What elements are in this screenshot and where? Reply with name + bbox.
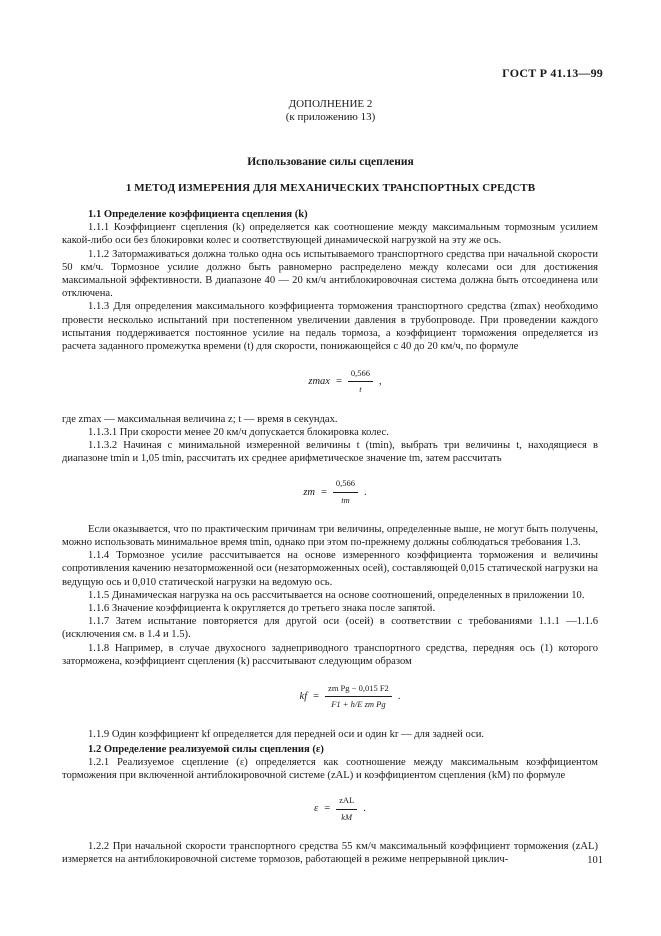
formula-fraction [325,682,392,711]
paragraph-1-1-6: 1.1.6 Значение коэффициента k округляется до третьего знака после запятой. [88,603,436,615]
formula-lhs: ε [314,803,319,815]
chapter-title: 1 МЕТОД ИЗМЕРЕНИЯ ДЛЯ МЕХАНИЧЕСКИХ ТРАНСПОРТНЫХ СРЕДСТВ [125,182,536,194]
subsection-heading-1-1: 1.1 Определение коэффициента сцепления (k) [88,209,308,220]
page-number: 101 [587,855,603,866]
fraction-denominator: t [359,384,362,395]
formula-equals: = [324,803,331,815]
standard-header: ГОСТ Р 41.13—99 [502,66,603,80]
paragraph-where: где zmax — максимальная величина z; t — время в секундах. [62,413,338,425]
subsection-heading-1-2: 1.2 Определение реализуемой силы сцепления (ε) [88,743,324,755]
paragraph-1-1-3: 1.1.3 Для определения максимального коэффициента торможения транспортного средства (zmax) необходимо провести несколько испытаний при постепенном увеличении давления в трубопроводе. При проведении каждого испытания поддерживается постоянное усилие на педаль тормоза, а коэффициент торможения определяется из расчета заданного промежутка времени (t) для скорости, понижающейся с 40 до 20 км/ч, по формуле [62,301,598,353]
fraction-numerator: zm Pg − 0,015 F2 [325,682,392,697]
paragraph-1-1-3-1: 1.1.3.1 При скорости менее 20 км/ч допускается блокировка колес. [88,426,389,438]
formula-tail: . [364,486,367,498]
formula-equals: = [321,486,327,498]
fraction-numerator: zAL [336,794,357,809]
paragraph-1-1-1: 1.1.1 Коэффициент сцепления (k) определяется как соотношение между максимальным тормозным усилием какой-либо оси без блокировки колес и соответствующей динамической нагрузкой на эту же ось. [62,222,598,247]
formula-equals: = [335,376,342,388]
paragraph-1-1-9: 1.1.9 Один коэффициент kf определяется для передней оси и один kr — для задней оси. [88,728,485,740]
formula-lhs: kf [299,691,308,703]
paragraph-1-1-4: 1.1.4 Тормозное усилие рассчитывается на основе измеренного коэффициента торможения и величины сопротивления качению незаторможенной оси (незаторможенных осей), составляющей 0,015 статической нагрузки на ведущую ось и 0,010 статической нагрузки на ведомую ось. [62,550,598,588]
paragraph-1-1-5: 1.1.5 Динамическая нагрузка на ось рассчитывается на основе соотношений, определенных в приложении 10. [88,589,585,601]
formula-fraction [336,794,357,823]
document-body [62,206,598,866]
formula-fraction [348,367,373,396]
formula-lhs: zm [303,486,315,498]
fraction-numerator: 0,566 [333,477,358,492]
appendix-subtitle: (к приложению 13) [285,111,376,123]
formula-fraction [333,477,358,506]
paragraph-1-1-2: 1.1.2 Затормаживаться должна только одна ось испытываемого транспортного средства при начальной скорости 50 км/ч. Тормозное усилие должно быть равномерно распределено между колесами оси для достижения максимальной эффективности. В диапазоне 40 — 20 км/ч антиблокировочная система должна быть отсоединена или отключена. [62,248,598,300]
paragraph-1-2-1: 1.2.1 Реализуемое сцепление (ε) определяется как соотношение между максимальным коэффициентом торможения при включенной антиблокировочной системе (zAL) и коэффициентом сцепления (kM) по формуле [62,756,598,782]
formula-equals: = [313,691,320,703]
formula-lhs: zmax [308,376,330,388]
fraction-denominator: tm [341,494,350,505]
fraction-denominator: kM [341,811,353,822]
paragraph-1-1-8: 1.1.8 Например, в случае двухосного заднеприводного транспортного средства, передняя ось (1) которого заторможена, коэффициент сцепления (k) рассчитывают следующим образом [62,642,598,667]
section-title: Использование силы сцепления [247,156,414,168]
formula-tail: , [379,376,382,388]
formula-kf [102,682,598,711]
formula-tail: . [363,803,366,815]
fraction-denominator: F1 + h/E zm Pg [331,699,386,710]
formula-tail: . [397,691,401,703]
appendix-title: ДОПОЛНЕНИЕ 2 [288,98,373,110]
paragraph-1-1-3-2: 1.1.3.2 Начиная с минимальной измеренной величины t (tmin), выбрать три величины t, находящиеся в диапазоне tmin и 1,05 tmin, рассчитать их среднее арифметическое значение tm, затем рассчитать [62,440,598,465]
formula-epsilon [82,794,598,823]
fraction-numerator: 0,566 [348,367,373,382]
paragraph-if: Если оказывается, что по практическим причинам три величины, определенные выше, не могут быть получены, можно использовать минимальное время tmin, однако при этом по-прежнему должны соблюдаться требования 1.3. [62,523,598,549]
paragraph-1-1-7: 1.1.7 Затем испытание повторяется для другой оси (осей) в соответствии с требованиями 1.1.1 —1.1.6 (исключения см. в 1.4 и 1.5). [62,616,598,641]
formula-zm [72,477,598,506]
formula-zmax [92,367,598,396]
paragraph-1-2-2: 1.2.2 При начальной скорости транспортного средства 55 км/ч максимальный коэффициент торможения (zAL) измеряется на антиблокировочной системе тормозов, работающей в режиме непрерывной циклич- [62,840,598,865]
